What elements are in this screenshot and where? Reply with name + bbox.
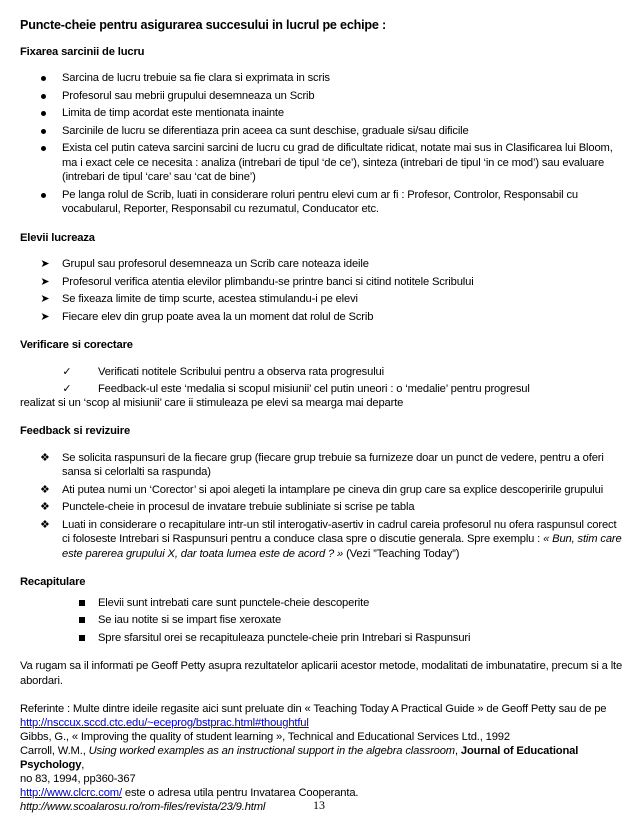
list-item: Se iau notite si se impart fise xeroxate (98, 614, 282, 626)
feedback-request-paragraph: Va rugam sa il informati pe Geoff Petty asupra rezultatelor aplicarii acestor metode, modalitati de imbunatatire, precum si a lte abordari. (20, 660, 623, 687)
section-heading-elevii: Elevii lucreaza (20, 231, 95, 244)
reference-gibbs: Gibbs, G., « Improving the quality of student learning », Technical and Educational Services Ltd., 1992 (20, 731, 510, 743)
list-item: Sarcina de lucru trebuie sa fie clara si exprimata in scris (62, 72, 330, 84)
list-item: Exista cel putin cateva sarcini sarcini de lucru cu grad de dificultate ridicat, notate mai sus in Clasificarea lui Bloom, ma i exact cele ce necesita : analiza (intrebari de tipul ‘de ce’), sinteza (intrebari de tipul ‘in ce mod’) sau evaluare (intrebari de tipul ‘care’ sau ‘cat de bine’) (62, 142, 613, 183)
arrow-bullet-icon: ➤ (40, 310, 50, 323)
list-item: ❖ Ati putea numi un ‘Corector’ si apoi alegeti la intamplare pe cineva din grup care sa explice descoperirile grupului (20, 483, 624, 498)
checkmark-icon: ✓ (62, 383, 72, 395)
diamond-bullet-icon: ❖ (40, 501, 50, 513)
list-item: ➤ Profesorul verifica atentia elevilor plimbandu-se printre banci si citind notitele Scribului (20, 275, 624, 290)
list-item: Spre sfarsitul orei se recapituleaza punctele-cheie prin Intrebari si Raspunsuri (98, 631, 471, 644)
page-number: 13 (313, 798, 325, 812)
reference-clcrc: http://www.clcrc.com/ este o adresa utila pentru Invatarea Cooperanta. (20, 787, 359, 799)
list-item: ✓ Verificati notitele Scribului pentru a observa rata progresului (20, 365, 624, 380)
reference-link-nsccux[interactable]: http://nsccux.sccd.ctc.edu/~eceprog/bstprac.html#thoughtful (20, 717, 309, 729)
list-item: ➤ Fiecare elev din grup poate avea la un moment dat rolul de Scrib (20, 310, 624, 325)
reference-link-clcrc[interactable]: http://www.clcrc.com/ (20, 787, 122, 799)
list-item: ✓ Feedback-ul este ‘medalia si scopul misiunii’ cel putin uneori : o ‘medalie’ pentru progresul (20, 382, 624, 397)
list-item: ➤ Se fixeaza limite de timp scurte, acestea stimulandu-i pe elevi (20, 292, 624, 307)
list-item: ❖ Se solicita raspunsuri de la fiecare grup (fiecare grup trebuie sa furnizeze doar un punct de vedere, pentru a oferi sansa si celorlalti sa raspunda) (20, 451, 624, 480)
list-item: Profesorul sau mebrii grupului desemneaza un Scrib (62, 89, 315, 102)
reference-intro: Referinte : Multe dintre ideile regasite aici sunt preluate din « Teaching Today A Practical Guide » de Geoff Petty sau de pe (20, 703, 607, 715)
document-page (20, 18, 624, 814)
checkmark-icon: ✓ (62, 365, 72, 378)
bullet-list-elevii (20, 257, 624, 324)
list-item: ❖ Punctele-cheie in procesul de invatare trebuie subliniate si scrise pe tabla (20, 500, 624, 515)
bullet-list-fixarea (20, 71, 624, 217)
section-heading-feedback: Feedback si revizuire (20, 425, 131, 437)
diamond-bullet-icon: ❖ (40, 451, 50, 464)
arrow-bullet-icon: ➤ (40, 275, 50, 288)
reference-carroll: Carroll, W.M., Using worked examples as an instructional support in the algebra classroom, Journal of Educational Psychology, (20, 745, 579, 771)
arrow-bullet-icon: ➤ (40, 258, 50, 270)
diamond-bullet-icon: ❖ (40, 483, 50, 496)
list-item: Pe langa rolul de Scrib, luati in considerare roluri pentru elevi cum ar fi : Profesor, Controlor, Responsabil cu vocabularul, Reporter, Responsabil cu rezumatul, Conducator etc. (62, 188, 578, 215)
list-item: Elevii sunt intrebati care sunt punctele-cheie descoperite (98, 596, 370, 609)
bullet-list-feedback (20, 451, 624, 562)
reference-scoalarosu: http://www.scoalarosu.ro/rom-files/revista/23/9.html (20, 801, 266, 813)
list-item: Sarcinile de lucru se diferentiaza prin aceea ca sunt deschise, graduale si/sau dificile (62, 124, 469, 137)
reference-carroll-line2: no 83, 1994, pp360-367 (20, 773, 136, 785)
section-heading-recapitulare: Recapitulare (20, 576, 86, 588)
arrow-bullet-icon: ➤ (40, 293, 50, 305)
page-title: Puncte-cheie pentru asigurarea succesului in lucrul pe echipe : (20, 18, 387, 32)
section-heading-verificare: Verificare si corectare (20, 339, 133, 351)
list-item: Limita de timp acordat este mentionata inainte (62, 107, 284, 119)
bullet-list-recapitulare (20, 596, 624, 646)
section-heading-fixarea: Fixarea sarcinii de lucru (20, 45, 145, 58)
diamond-bullet-icon: ❖ (40, 518, 50, 531)
list-item: ➤ Grupul sau profesorul desemneaza un Scrib care noteaza ideile (20, 257, 624, 272)
list-item: ❖ Luati in considerare o recapitulare intr-un stil interogativ-asertiv in cadrul careia profesorul nu ofera raspunsul corect ci foloseste Intrebari si Raspunsuri pentru a conduce clasa spre o discutie generala. Spre exemplu : « Bun, stim care este parerea grupului X, dar toata lumea este de acord ? » (Vezi ”Teaching Today”) (20, 518, 624, 562)
check-list-verificare (20, 365, 624, 397)
continuation-text: realizat si un ‘scop al misiunii’ care ii stimuleaza pe elevi sa mearga mai departe (20, 396, 404, 409)
